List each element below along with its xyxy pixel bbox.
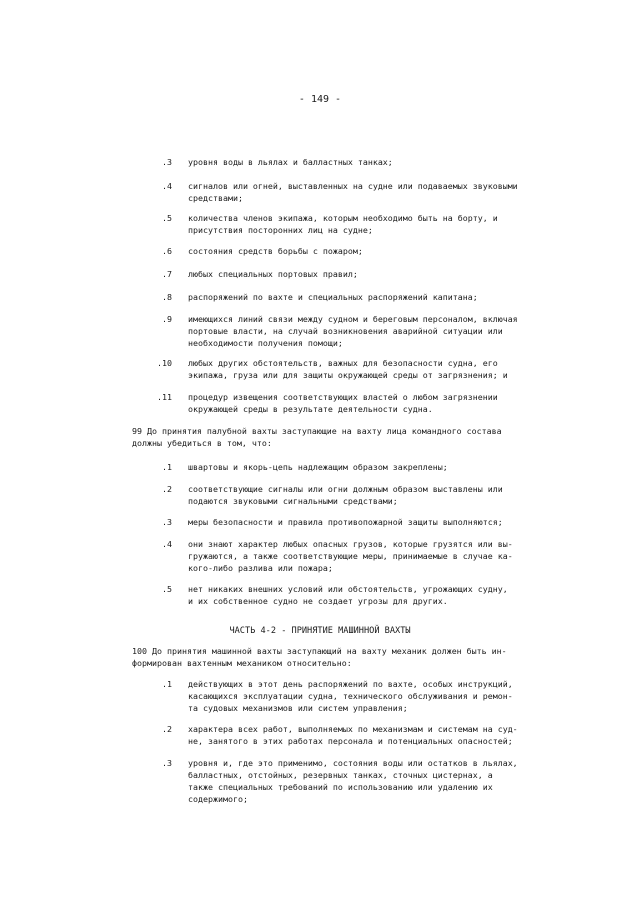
item-text — [188, 313, 562, 349]
item-text — [188, 268, 562, 280]
text-line: кого-либо разлива или пожара; — [188, 563, 333, 573]
item-text — [188, 723, 562, 747]
item-number: .5 — [162, 584, 172, 594]
item-number: .5 — [162, 213, 172, 223]
text-line: присутствия посторонних лиц на судне; — [188, 225, 373, 235]
text-line: нет никаких внешних условий или обстоятельств, угрожающих судну, — [188, 584, 508, 594]
item-text — [188, 245, 562, 257]
text-line: та судовых механизмов или систем управления; — [188, 703, 408, 713]
item-number: .2 — [162, 484, 172, 494]
item-text — [188, 212, 562, 236]
text-line: гружаются, а также соответствующие меры, принимаемые в случае ка- — [188, 551, 513, 561]
text-line: и их собственное судно не создает угрозы для других. — [188, 596, 448, 606]
section-heading: ЧАСТЬ 4-2 - ПРИНЯТИЕ МАШИННОЙ ВАХТЫ — [229, 626, 411, 636]
item-number: .2 — [162, 724, 172, 734]
text-line: экипажа, груза или для защиты окружающей среды от загрязнения; и — [188, 370, 508, 380]
item-text — [188, 538, 562, 574]
text-line: процедур извещения соответствующих властей о любом загрязнении — [188, 392, 498, 402]
text-line: состояния средств борьбы с пожаром; — [188, 246, 363, 256]
text-line: балластных, отстойных, резервных танках, сточных цистернах, а — [188, 770, 493, 780]
text-line: соответствующие сигналы или огни должным образом выставлены или — [188, 484, 503, 494]
item-number: .4 — [162, 181, 172, 191]
item-text — [188, 180, 562, 204]
text-line: сигналов или огней, выставленных на судне или подаваемых звуковыми — [188, 181, 518, 191]
text-line: также специальных требований по использованию или удалению их — [188, 782, 493, 792]
text-line: портовые власти, на случай возникновения аварийной ситуации или — [188, 326, 503, 336]
item-text — [188, 483, 562, 507]
item-text — [188, 516, 562, 528]
item-text — [188, 461, 562, 473]
text-line: окружающей среды в результате деятельности судна. — [188, 404, 433, 414]
item-number: .9 — [162, 314, 172, 324]
text-line: распоряжений по вахте и специальных распоряжений капитана; — [188, 292, 478, 302]
item-number: .1 — [162, 679, 172, 689]
item-text — [188, 678, 562, 714]
text-line: должны убедиться в том, что: — [132, 438, 272, 448]
text-line: любых специальных портовых правил; — [188, 269, 358, 279]
text-line: швартовы и якорь-цепь надлежащим образом закреплены; — [188, 462, 448, 472]
text-line: характера всех работ, выполняемых по механизмам и системам на суд- — [188, 724, 518, 734]
text-line: не, занятого в этих работах персонала и потенциальных опасностей; — [188, 736, 513, 746]
paragraph-99 — [132, 425, 562, 449]
paragraph-100 — [132, 645, 562, 669]
item-text — [188, 156, 562, 168]
text-line: уровня и, где это применимо, состояния воды или остатков в льялах, — [188, 758, 518, 768]
item-number: .11 — [157, 392, 172, 402]
page-number: - 149 - — [298, 94, 342, 105]
text-line: они знают характер любых опасных грузов, которые грузятся или вы- — [188, 539, 513, 549]
item-text — [188, 291, 562, 303]
text-line: имеющихся линий связи между судном и береговым персоналом, включая — [188, 314, 518, 324]
text-line: формирован вахтенным механиком относительно: — [132, 658, 352, 668]
item-text — [188, 357, 562, 381]
text-line: действующих в этот день распоряжений по вахте, особых инструкций, — [188, 679, 513, 689]
text-line: подаются звуковыми сигнальными средствами; — [188, 496, 398, 506]
item-text — [188, 757, 562, 805]
text-line: 99 До принятия палубной вахты заступающие на вахту лица командного состава — [132, 426, 502, 436]
text-line: 100 До принятия машинной вахты заступающий на вахту механик должен быть ин- — [132, 646, 507, 656]
text-line: необходимости получения помощи; — [188, 338, 343, 348]
text-line: любых других обстоятельств, важных для безопасности судна, его — [188, 358, 498, 368]
item-number: .3 — [162, 758, 172, 768]
text-line: касающихся эксплуатации судна, технического обслуживания и ремон- — [188, 691, 513, 701]
text-line: содержимого; — [188, 794, 248, 804]
item-number: .8 — [162, 292, 172, 302]
item-number: .1 — [162, 462, 172, 472]
item-number: .3 — [162, 157, 172, 167]
item-number: .3 — [162, 517, 172, 527]
item-number: .7 — [162, 269, 172, 279]
item-text — [188, 391, 562, 415]
item-number: .10 — [157, 358, 172, 368]
text-line: уровня воды в льялах и балластных танках; — [188, 157, 393, 167]
text-line: средствами; — [188, 193, 243, 203]
item-number: .6 — [162, 246, 172, 256]
text-line: меры безопасности и правила противопожарной защиты выполняются; — [188, 517, 503, 527]
text-line: количества членов экипажа, которым необходимо быть на борту, и — [188, 213, 498, 223]
item-text — [188, 583, 562, 607]
item-number: .4 — [162, 539, 172, 549]
